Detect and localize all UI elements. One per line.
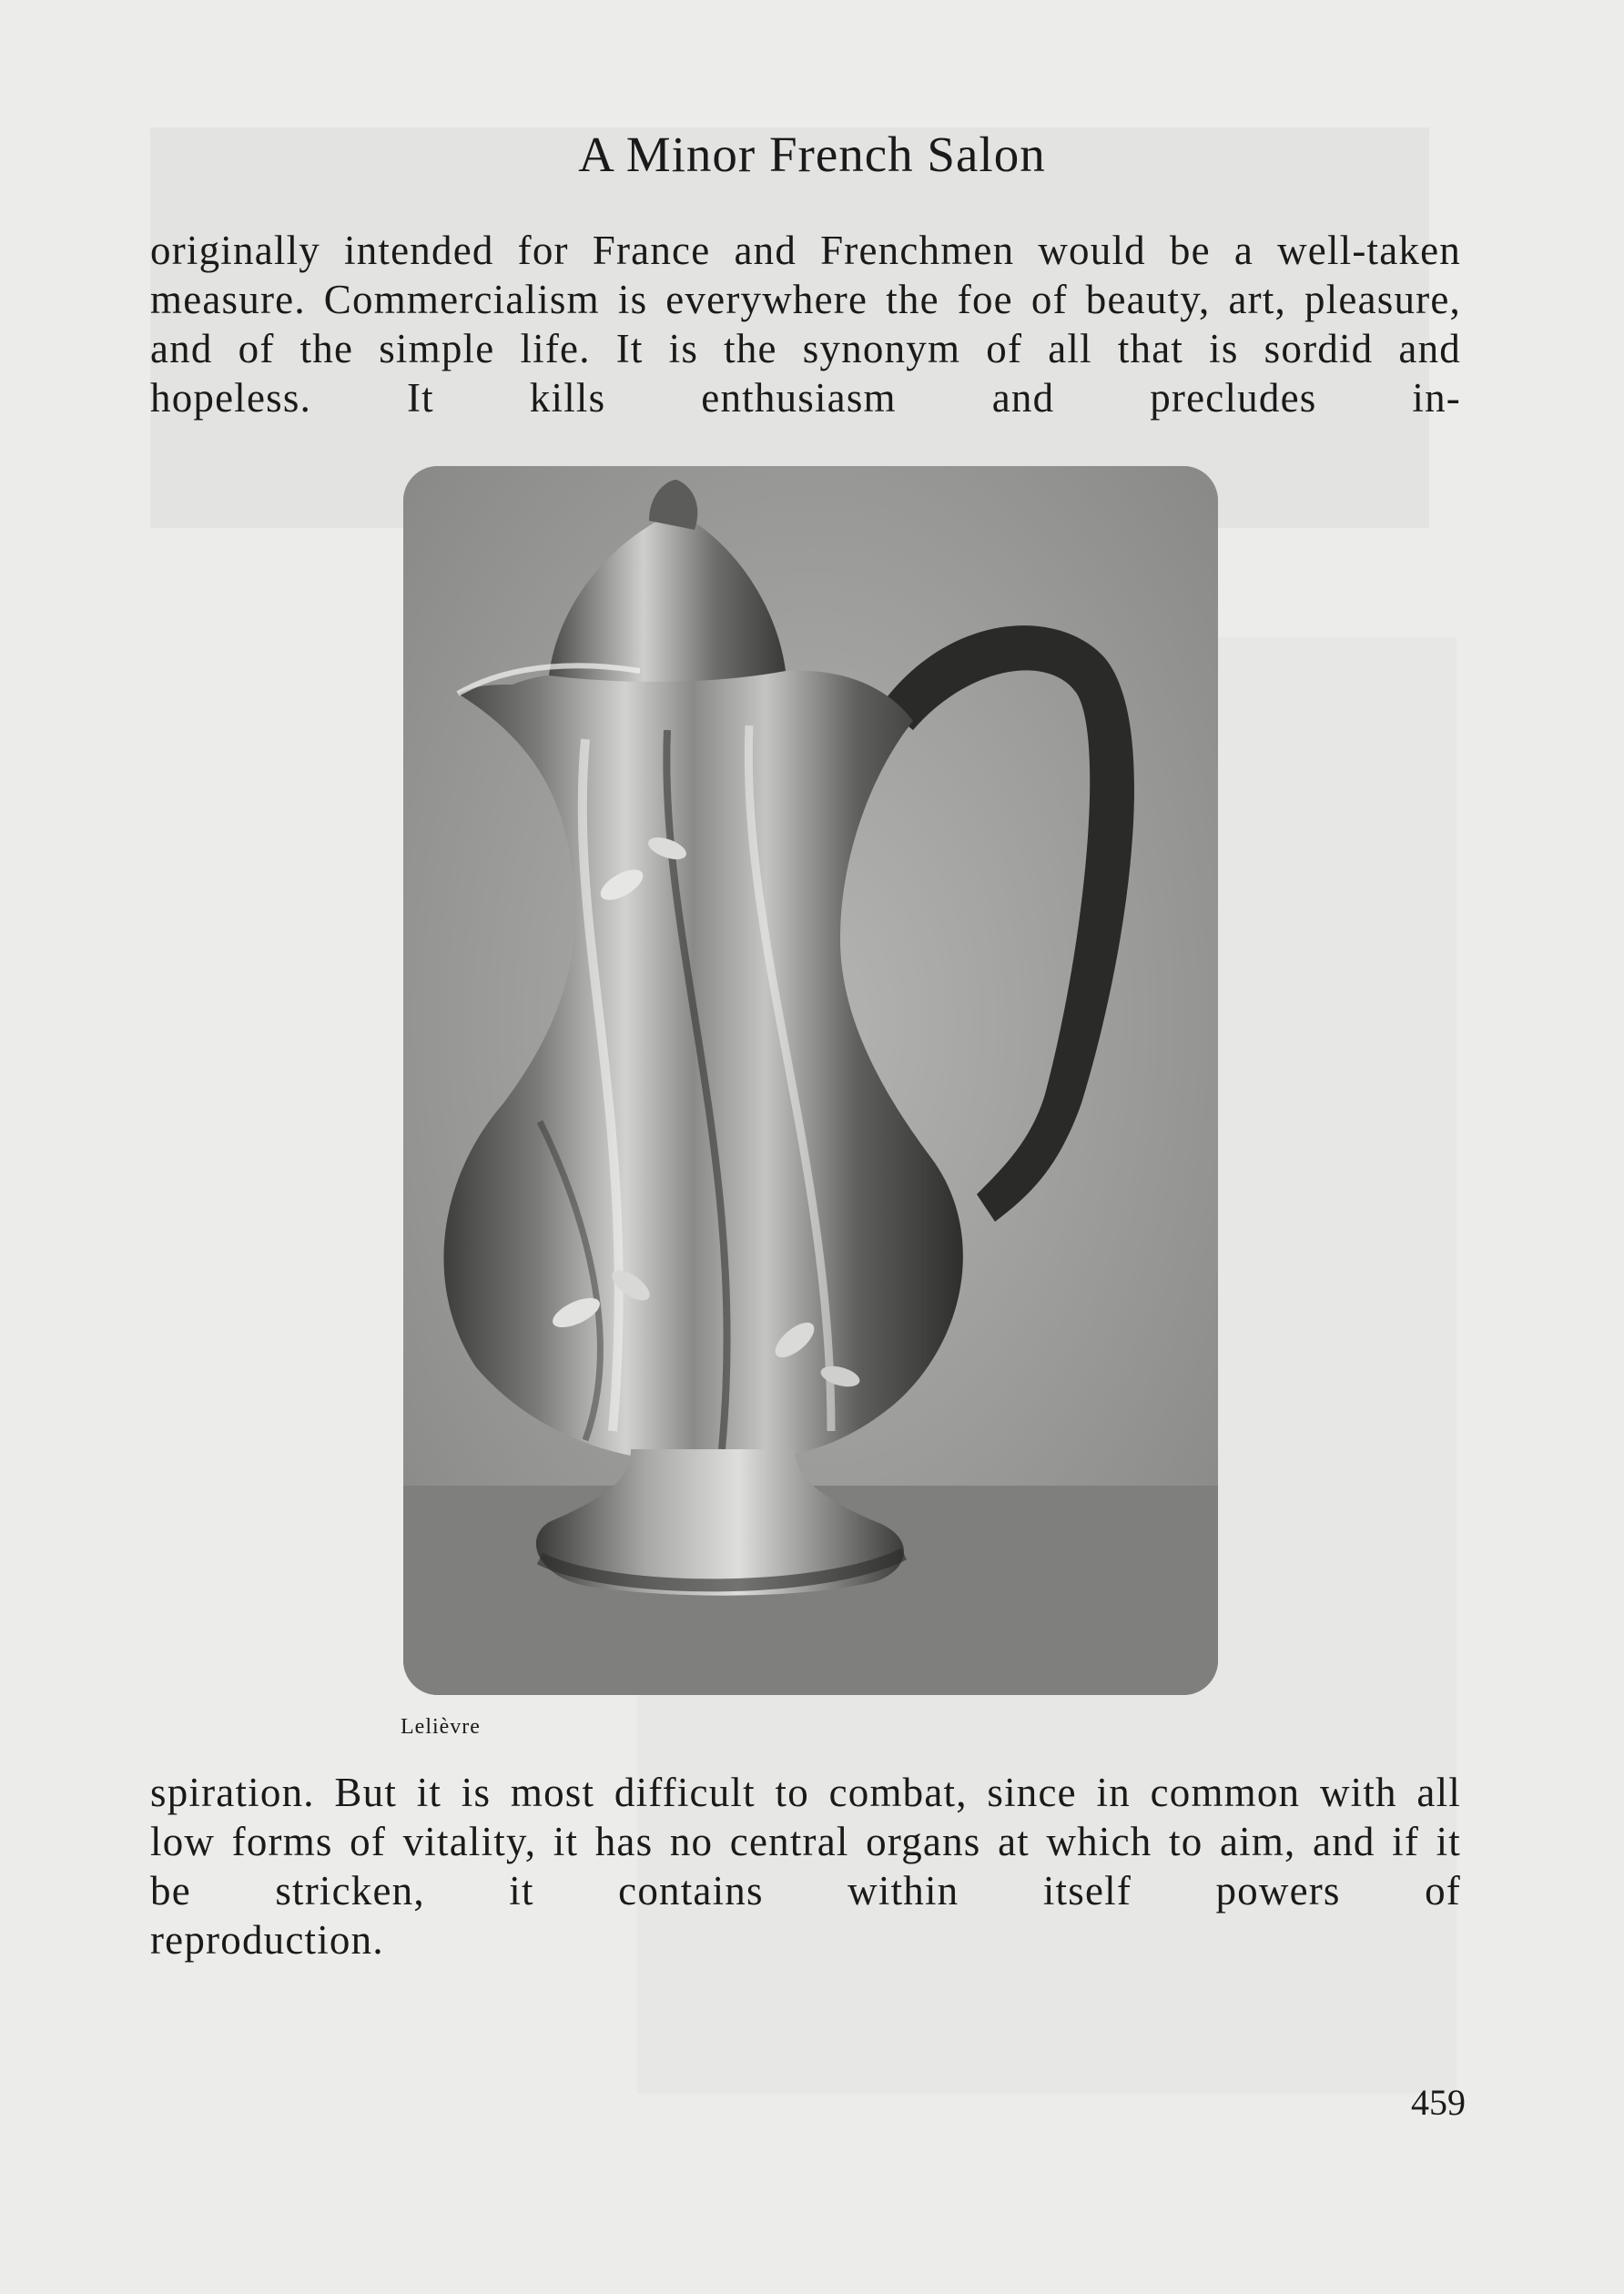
paragraph-bottom-text: spiration. But it is most difficult to combat, since in common with all low forms of vitality, it has no central organs at which to aim, and if it be stricken, it contains within itself powers of [150, 1770, 1461, 1913]
paragraph-top: originally intended for France and Frenchmen would be a well-taken measure. Commercialism is everywhere the foe of beauty, art, pleasure, and of the simple life. It is the synonym of all that is sordid and hopeless. It kills enthusiasm and precludes in- [150, 228, 1461, 421]
paragraph-bottom-last-line: reproduction. [150, 1917, 384, 1963]
paragraph-bottom [150, 1768, 1461, 1964]
page-number: 459 [1411, 2082, 1466, 2123]
ewer-photograph [403, 466, 1218, 1695]
figure-caption: Lelièvre [401, 1715, 481, 1739]
page-title: A Minor French Salon [578, 127, 1046, 182]
